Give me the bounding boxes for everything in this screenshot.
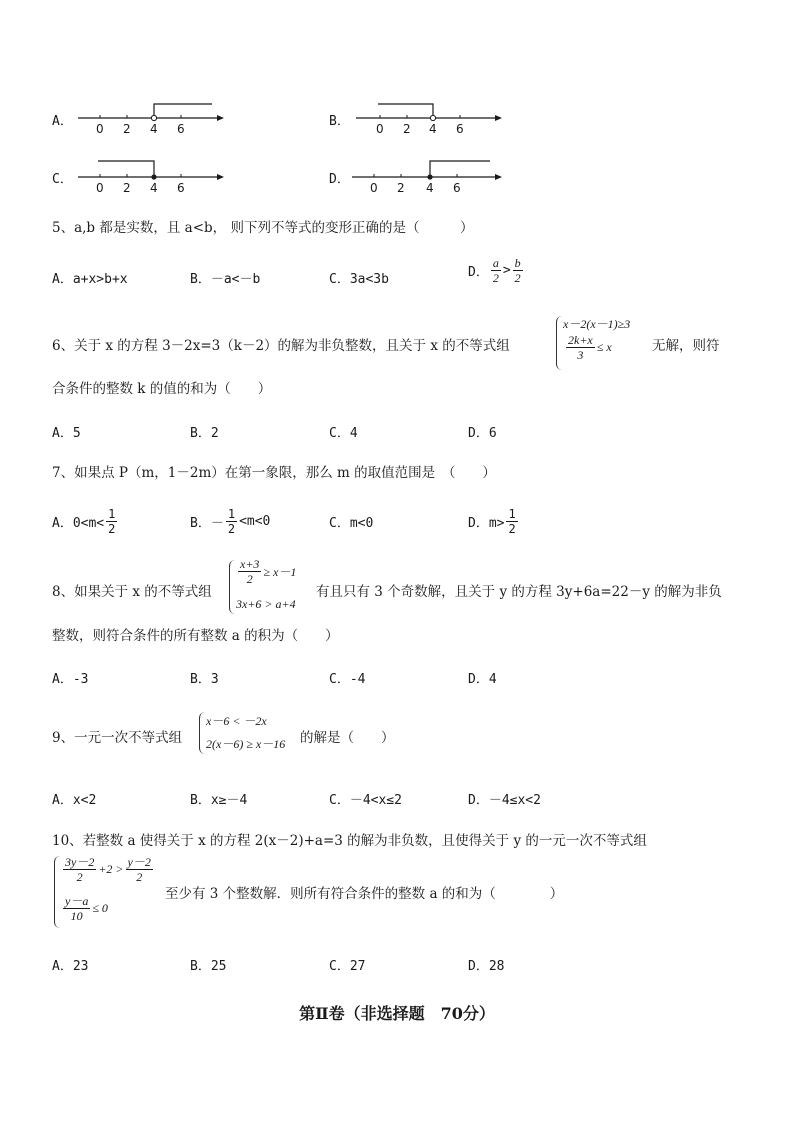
q7-option-b-rest: <m<0: [239, 514, 271, 529]
q10-system-line1-mid: +2 >: [98, 862, 124, 876]
q9-stem-pre: 9、一元一次不等式组: [52, 730, 183, 746]
q10-system-line1: [61, 856, 155, 883]
q5-stem: 5、a,b 都是实数，且 a<b， 则下列不等式的变形正确的是（ ）: [52, 220, 474, 236]
q10-system-line1-fraction-b: [126, 856, 153, 883]
q9-system-line2: 2(x－6) ≥ x－16: [206, 737, 286, 751]
section-title: 第Ⅱ卷（非选择题 70分）: [299, 1004, 495, 1023]
option-d-label: D．: [329, 172, 350, 187]
q10-system-line2-den: 10: [70, 909, 83, 923]
tick-4: 4: [426, 181, 434, 195]
option-b-label: B．: [329, 114, 350, 129]
q8-stem-pre: 8、如果关于 x 的不等式组: [52, 584, 212, 600]
q9-option-c: C．－4<x≤2: [329, 793, 402, 808]
q7-option-a: [52, 508, 119, 535]
q9-option-b: B．x≥－4: [190, 793, 248, 808]
q10-system-line1-fraction-a: [63, 856, 96, 883]
number-line-a: [78, 96, 228, 136]
tick-4: 4: [150, 122, 158, 136]
q10-system-line1-num2: y－2: [127, 855, 151, 869]
q5-d-rhs-num: b: [514, 256, 521, 270]
tick-0: 0: [370, 181, 378, 195]
q9-brace: [199, 712, 206, 754]
q5-option-c: C．3a<3b: [329, 272, 389, 287]
q10-option-d: D．28: [468, 959, 505, 974]
q7-stem: 7、如果点 P（m，1－2m）在第一象限，那么 m 的取值范围是 （ ）: [52, 465, 496, 481]
q9-option-a: A．x<2: [52, 793, 97, 808]
q5-d-rhs-den: 2: [514, 271, 521, 285]
q5-option-d-label: D．: [468, 265, 489, 280]
q7-option-b-fraction: [226, 508, 237, 535]
q10-system-line1-den: 2: [76, 870, 83, 884]
q6-system-line2-rest: ≤ x: [596, 340, 612, 354]
q8-system-line2: 3x+6 > a+4: [236, 597, 296, 611]
q7-option-c: C．m<0: [329, 516, 374, 531]
tick-4: 4: [429, 122, 437, 136]
number-line-b: [356, 96, 506, 136]
q8-system-line1-rest: ≥ x－1: [263, 565, 297, 579]
q10-system-line2-num: y－a: [65, 894, 89, 908]
number-line-c: [78, 155, 228, 195]
q5-d-lhs-den: 2: [492, 271, 499, 285]
q7-option-d-fraction: [506, 508, 517, 535]
q5-d-op: >: [502, 263, 511, 278]
q10-brace: [54, 856, 61, 928]
tick-2: 2: [403, 122, 411, 136]
q8-option-a: A．-3: [52, 672, 89, 687]
tick-2: 2: [123, 181, 131, 195]
q7-option-a-text: A．0<m<: [52, 516, 105, 531]
option-c-label: C．: [52, 172, 73, 187]
q9-stem-post: 的解是（ ）: [300, 730, 395, 746]
q10-system-line2-rest: ≤ 0: [92, 901, 108, 915]
q6-brace: [556, 316, 563, 370]
tick-2: 2: [397, 181, 405, 195]
tick-6: 6: [177, 181, 185, 195]
tick-6: 6: [456, 122, 464, 136]
q6-system-line1: x－2(x－1)≥3: [563, 317, 631, 331]
q6-system-line2-den: 3: [577, 348, 584, 362]
q6-stem-line2: 合条件的整数 k 的值的和为（ ）: [52, 381, 272, 397]
tick-0: 0: [96, 122, 104, 136]
q10-system-line1-den2: 2: [136, 870, 143, 884]
q9-system-line1: x－6 < －2x: [206, 714, 267, 728]
q8-stem-post: 有且只有 3 个奇数解，且关于 y 的方程 3y+6a=22－y 的解为非负: [316, 584, 722, 600]
tick-0: 0: [96, 181, 104, 195]
q6-option-b: B．2: [190, 426, 219, 441]
q10-stem-post: 至少有 3 个整数解．则所有符合条件的整数 a 的和为（ ）: [165, 886, 564, 902]
q7-option-b-text: B．－: [190, 516, 224, 531]
q7-b-num: 1: [227, 507, 236, 521]
q10-system-line2: [61, 895, 108, 922]
q8-system-line1-den: 2: [246, 572, 253, 586]
q8-system-line1-fraction: [238, 558, 261, 585]
q8-stem-line2: 整数，则符合条件的所有整数 a 的积为（ ）: [52, 628, 339, 644]
q6-system-line2-fraction: [566, 334, 595, 361]
q6-option-d: D．6: [468, 426, 497, 441]
q6-option-c: C．4: [329, 426, 358, 441]
q7-d-num: 1: [508, 507, 516, 521]
q7-a-num: 1: [108, 507, 116, 521]
q5-d-lhs-fraction: [491, 257, 501, 284]
q10-system-line1-num: 3y－2: [65, 855, 95, 869]
q10-option-b: B．25: [190, 959, 227, 974]
q7-d-den: 2: [508, 522, 516, 536]
q9-option-d: D．－4≤x<2: [468, 793, 541, 808]
q6-stem-post: 无解，则符: [652, 338, 720, 354]
q6-stem-pre: 6、关于 x 的方程 3－2x=3（k－2）的解为非负整数，且关于 x 的不等式组: [52, 338, 510, 354]
tick-2: 2: [123, 122, 131, 136]
q7-option-a-fraction: [106, 508, 117, 535]
q10-stem: 10、若整数 a 使得关于 x 的方程 2(x－2)+a=3 的解为非负数，且使得关于 y 的一元一次不等式组: [52, 833, 647, 849]
q6-option-a: A．5: [52, 426, 81, 441]
q5-option-a: A．a+x>b+x: [52, 272, 128, 287]
q7-b-den: 2: [227, 522, 236, 536]
q8-option-b: B．3: [190, 672, 219, 687]
q7-option-d-text: D．m>: [468, 516, 505, 531]
tick-6: 6: [453, 181, 461, 195]
option-a-label: A．: [52, 114, 73, 129]
q5-option-b: B．－a<－b: [190, 272, 261, 287]
q10-option-c: C．27: [329, 959, 366, 974]
q5-d-rhs-fraction: [513, 257, 523, 284]
q7-option-d: [468, 508, 520, 535]
q5-d-lhs-num: a: [492, 256, 499, 270]
q7-option-b: [190, 508, 270, 535]
q6-system-line2: [564, 334, 612, 361]
number-line-d: [352, 155, 508, 195]
tick-6: 6: [177, 122, 185, 136]
q10-option-a: A．23: [52, 959, 89, 974]
q5-option-d: [468, 257, 525, 284]
q8-option-d: D．4: [468, 672, 497, 687]
q8-option-c: C．-4: [329, 672, 366, 687]
q8-system-line1-num: x+3: [240, 557, 260, 571]
tick-4: 4: [150, 181, 158, 195]
q6-system-line2-num: 2k+x: [568, 333, 593, 347]
q10-system-line2-fraction: [63, 895, 90, 922]
q7-a-den: 2: [108, 522, 116, 536]
tick-0: 0: [376, 122, 384, 136]
q8-system-line1: [236, 558, 296, 585]
q8-brace: [229, 560, 236, 614]
